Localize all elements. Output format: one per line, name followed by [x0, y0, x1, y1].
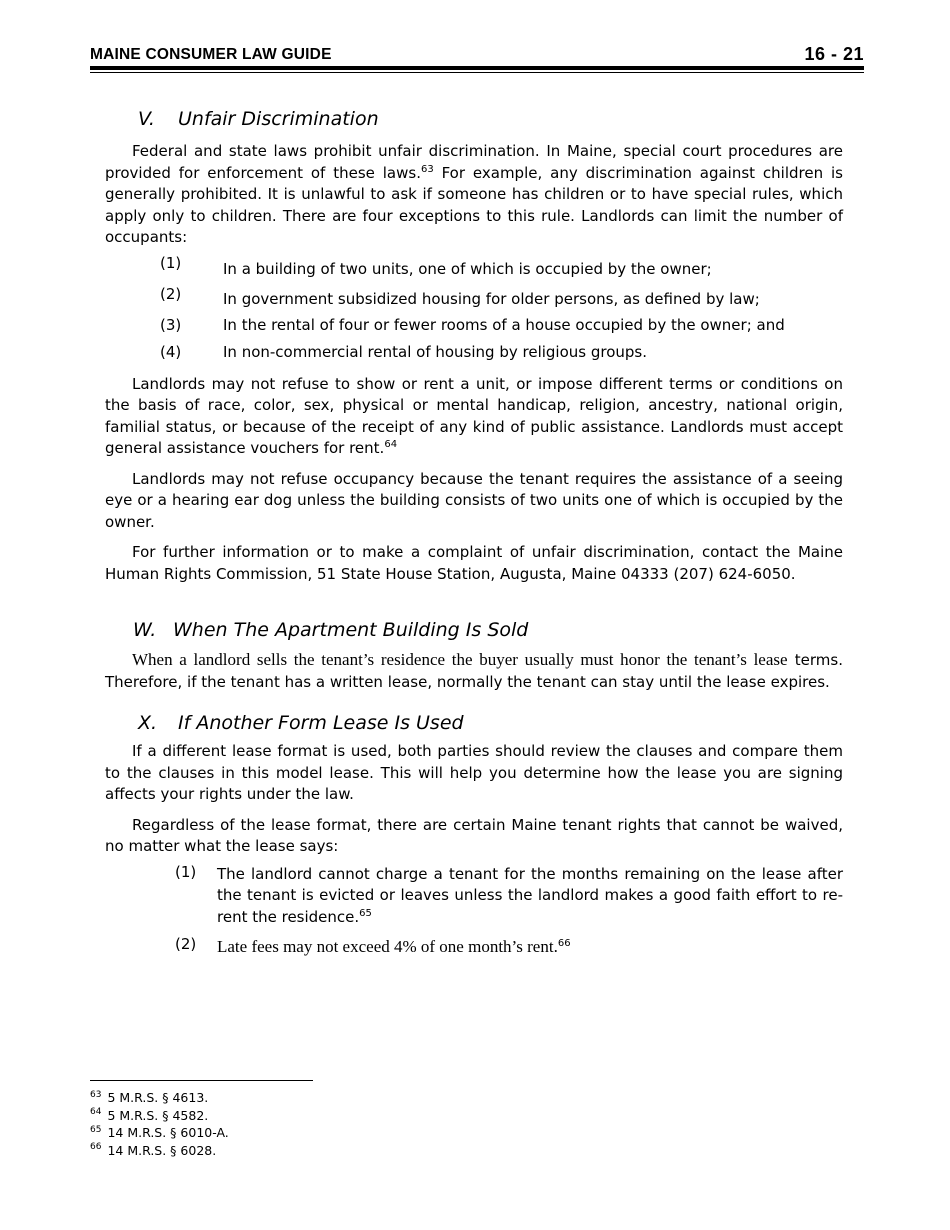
- list-item-text: The landlord cannot charge a tenant for the months remaining on the lease after the tenant is evicted or leaves unless the landlord makes a good faith effort to re-rent the residence.: [217, 864, 843, 926]
- section-x-title: If Another Form Lease Is Used: [178, 712, 464, 734]
- section-w-p1-text: terms. Therefore, if the tenant has a written lease, normally the tenant can stay until the lease expires.: [105, 651, 844, 691]
- list-item: [105, 314, 843, 342]
- list-item-number: (4): [160, 342, 182, 361]
- guide-title: MAINE CONSUMER LAW GUIDE: [90, 46, 332, 63]
- footnote-65: [90, 1124, 229, 1142]
- section-x-paragraph-2: Regardless of the lease format, there are certain Maine tenant rights that cannot be waived, no matter what the lease says:: [105, 815, 843, 855]
- footnote-separator: [90, 1080, 313, 1081]
- section-x-paragraph-1: If a different lease format is used, both parties should review the clauses and compare them to the clauses in this model lease. This will help you determine how the lease you are signing affects your rights under the law.: [105, 742, 843, 803]
- footnote-number: 66: [90, 1142, 102, 1153]
- list-item-text: In non-commercial rental of housing by religious groups.: [223, 342, 648, 361]
- page-number: 16 - 21: [804, 44, 864, 64]
- footnotes: [90, 1089, 229, 1159]
- list-item-text: Late fees may not exceed 4% of one month’s rent.: [217, 937, 558, 956]
- list-item-text: In a building of two units, one of which is occupied by the owner;: [223, 259, 712, 278]
- tenant-rights-list: [105, 864, 843, 959]
- footnote-ref-66[interactable]: 66: [557, 938, 571, 949]
- footnote-text: 5 M.R.S. § 4613.: [107, 1090, 209, 1105]
- section-w-paragraph-1: [105, 649, 843, 693]
- footnote-number: 64: [90, 1107, 102, 1118]
- section-v-paragraph-4: For further information or to make a complaint of unfair discrimination, contact the Maine Human Rights Commission, 51 State House Station, Augusta, Maine 04333 (207) 624-6050.: [105, 543, 843, 583]
- footnote-number: 65: [90, 1124, 102, 1135]
- list-item: [105, 936, 843, 959]
- list-item: [105, 342, 843, 370]
- list-item-number: (2): [175, 935, 197, 953]
- list-item-text: In government subsidized housing for older persons, as defined by law;: [223, 289, 760, 308]
- section-x-heading: [138, 709, 843, 737]
- page-content: [105, 105, 843, 959]
- footnote-text: 14 M.R.S. § 6028.: [107, 1142, 217, 1158]
- section-v-paragraph-2: [105, 374, 843, 460]
- section-v-title: Unfair Discrimination: [178, 108, 379, 130]
- footnote-64: [90, 1107, 229, 1125]
- occupant-exceptions-list: [105, 255, 843, 370]
- section-v-p1-text-a: Federal and state laws prohibit unfair discrimination. In Maine, special court procedures are provided for enforcement of these laws.: [105, 142, 843, 182]
- footnote-text: 14 M.R.S. § 6010-A.: [107, 1125, 229, 1140]
- section-v-p1-text-b: For example, any discrimination against children is generally prohibited. It is unlawful to ask if someone has children or to have special rules, which apply only to children. There are four exceptions to this rule. Landlords can limit the number of occupants:: [105, 163, 843, 246]
- page-header: [90, 46, 864, 66]
- list-item: [105, 286, 843, 314]
- footnote-text: 5 M.R.S. § 4582.: [107, 1107, 209, 1123]
- footnote-ref-65[interactable]: 65: [359, 907, 372, 919]
- section-v-heading: [138, 105, 843, 133]
- list-item-text: In the rental of four or fewer rooms of a house occupied by the owner; and: [223, 315, 785, 334]
- footnote-number: 63: [90, 1089, 102, 1100]
- header-rule-thin: [90, 72, 864, 73]
- footnote-ref-63[interactable]: 63: [420, 163, 434, 175]
- section-w-heading: [133, 616, 843, 644]
- header-rule-thick: [90, 66, 864, 70]
- section-v-p2-text: Landlords may not refuse to show or rent a unit, or impose different terms or conditions on the basis of race, color, sex, physical or mental handicap, religion, ancestry, national origin, familial status, or because of the receipt of any kind of public assistance. Landlords must accept general assistance vouchers for rent.: [105, 374, 843, 457]
- list-item: [105, 864, 843, 929]
- section-x-number: X.: [138, 712, 158, 734]
- section-w-number: W.: [133, 619, 157, 641]
- section-v-number: V.: [138, 108, 155, 130]
- list-item-number: (1): [160, 253, 182, 272]
- list-item: [105, 255, 843, 286]
- section-w-p1-serif-text: When a landlord sells the tenant’s residence the buyer usually must honor the tenant’s lease: [132, 650, 788, 669]
- section-w-title: When The Apartment Building Is Sold: [173, 619, 529, 641]
- list-item-number: (1): [175, 862, 197, 881]
- footnote-66: [90, 1142, 229, 1160]
- section-v-paragraph-1: [105, 141, 843, 249]
- footnote-ref-64[interactable]: 64: [384, 439, 398, 450]
- footnote-63: [90, 1089, 229, 1107]
- list-item-number: (2): [160, 284, 182, 303]
- section-v-paragraph-3: Landlords may not refuse occupancy because the tenant requires the assistance of a seeing eye or a hearing ear dog unless the building consists of two units one of which is occupied by the owner.: [105, 469, 843, 531]
- list-item-number: (3): [160, 315, 182, 334]
